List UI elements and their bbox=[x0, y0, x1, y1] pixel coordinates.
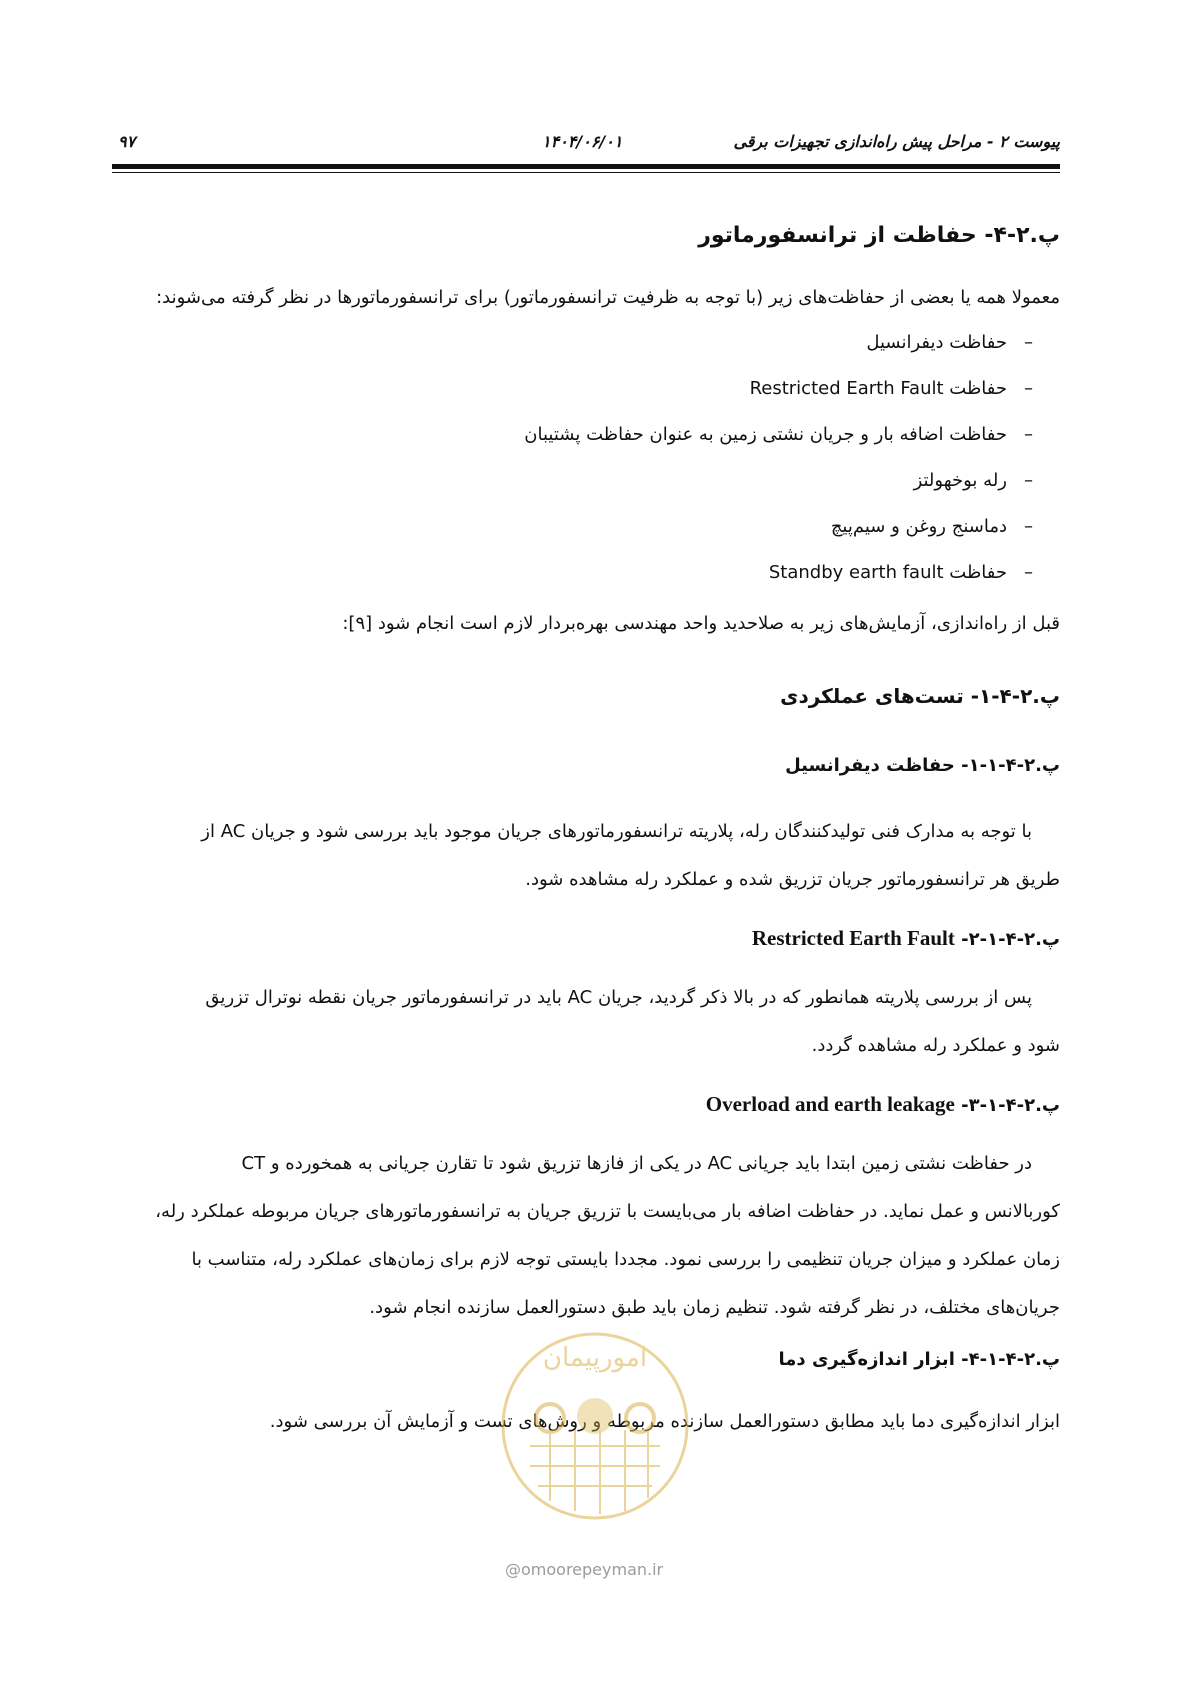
header-rule-thin bbox=[112, 172, 1060, 173]
section-heading: پ.۲-۴- حفاظت از ترانسفورماتور bbox=[698, 223, 1060, 248]
watermark-logo-text: امورپیمان bbox=[542, 1343, 648, 1373]
header-date: ۱۴۰۴/۰۶/۰۱ bbox=[542, 132, 623, 151]
header-title: پیوست ۲ - مراحل پیش راه‌اندازی تجهیزات برقی bbox=[733, 132, 1060, 151]
list-item: –رله بوخهولتز bbox=[524, 465, 1033, 511]
bullet-dash: – bbox=[1024, 470, 1033, 491]
section-intro: معمولا همه یا بعضی از حفاظت‌های زیر (با توجه به ظرفیت ترانسفورماتور) برای ترانسفورماتورها در نظر گرفته می‌شوند: bbox=[156, 287, 1060, 308]
gear-icon bbox=[626, 1404, 654, 1432]
page-number: ۹۷ bbox=[118, 132, 136, 151]
temperature-paragraph: ابزار اندازه‌گیری دما باید مطابق دستورالعمل سازنده مربوطه و روش‌های تست و آزمایش آن بررسی شود. bbox=[269, 1411, 1060, 1432]
list-item: –حفاظت دیفرانسیل bbox=[524, 327, 1033, 373]
overload-heading: پ.۲-۴-۱-۳- Overload and earth leakage bbox=[705, 1092, 1060, 1116]
bullet-dash: – bbox=[1024, 516, 1033, 537]
bullet-dash: – bbox=[1024, 332, 1033, 353]
temperature-heading: پ.۲-۴-۱-۴- ابزار اندازه‌گیری دما bbox=[778, 1349, 1060, 1370]
functional-tests-heading: پ.۲-۴-۱- تست‌های عملکردی bbox=[780, 684, 1060, 708]
differential-paragraph: با توجه به مدارک فنی تولیدکنندگان رله، پلاریته ترانسفورماتورهای جریان موجود باید بررسی شود و جریان AC از طریق هر ترانسفورماتور جریان تزریق شده و عملکرد رله مشاهده شود. bbox=[201, 821, 1060, 890]
bullet-dash: – bbox=[1024, 378, 1033, 399]
watermark-logo bbox=[490, 1326, 700, 1526]
protection-list bbox=[524, 327, 1033, 603]
list-item: –حفاظت Standby earth fault bbox=[524, 557, 1033, 603]
differential-heading: پ.۲-۴-۱-۱- حفاظت دیفرانسیل bbox=[785, 755, 1060, 776]
gear-icon bbox=[536, 1404, 564, 1432]
bullet-dash: – bbox=[1024, 424, 1033, 445]
watermark-url: @omoorepeyman.ir bbox=[505, 1560, 664, 1579]
header-rule-thick bbox=[112, 164, 1060, 169]
before-tests-text: قبل از راه‌اندازی، آزمایش‌های زیر به صلاحدید واحد مهندسی بهره‌بردار لازم است انجام شود [۹]: bbox=[342, 613, 1060, 634]
scales-icon bbox=[577, 1398, 613, 1434]
page-header bbox=[112, 128, 1060, 158]
list-item: –حفاظت اضافه بار و جریان نشتی زمین به عنوان حفاظت پشتیبان bbox=[524, 419, 1033, 465]
ref-heading: پ.۲-۴-۱-۲- Restricted Earth Fault bbox=[751, 926, 1060, 950]
list-item: –حفاظت Restricted Earth Fault bbox=[524, 373, 1033, 419]
watermark-grid bbox=[530, 1430, 660, 1514]
list-item: –دماسنج روغن و سیم‌پیچ bbox=[524, 511, 1033, 557]
ref-paragraph: پس از بررسی پلاریته همانطور که در بالا ذکر گردید، جریان AC باید در ترانسفورماتور جریان نقطه نوترال تزریق شود و عملکرد رله مشاهده گردد. bbox=[205, 987, 1060, 1056]
bullet-dash: – bbox=[1024, 562, 1033, 583]
overload-paragraph: در حفاظت نشتی زمین ابتدا باید جریانی AC در یکی از فازها تزریق شود تا تقارن جریانی به همخورده و CT کوربالانس و عمل نماید. در حفاظت اضافه بار می‌بایست با تزریق جریان به ترانسفورماتورهای جریان مربوطه عملکرد رله، زمان عملکرد و میزان جریان تنظیمی را بررسی نمود. مجددا بایستی توجه لازم برای زمان‌های عملکرد رله، متناسب با جریان‌های مختلف، در نظر گرفته شود. تنظیم زمان باید طبق دستورالعمل سازنده انجام شود. bbox=[155, 1153, 1060, 1318]
